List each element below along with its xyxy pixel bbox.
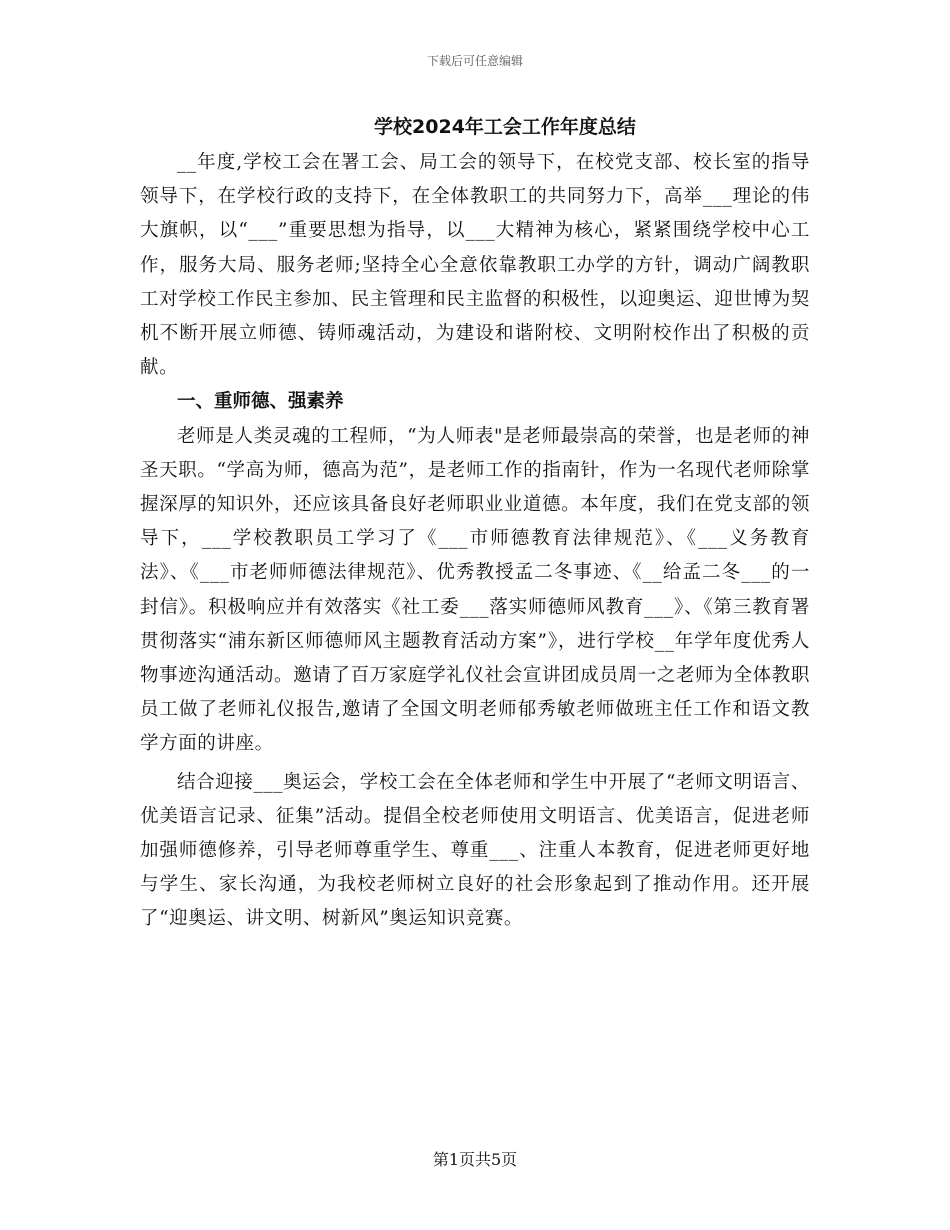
paragraph-olympics: 结合迎接___奥运会，学校工会在全体老师和学生中开展了“老师文明语言、优美语言记录、征集”活动。提倡全校老师使用文明语言、优美语言，促进老师加强师德修养，引导老师尊重学生、尊重___、注重人本教育，促进老师更好地与学生、家长沟通，为我校老师树立良好的社会形象起到了推动作用。还开展了“迎奥运、讲文明、树新风”奥运知识竞赛。: [140, 771, 810, 930]
page-number: 第1页共5页: [432, 1150, 518, 1169]
paragraph-intro: __年度,学校工会在署工会、局工会的领导下，在校党支部、校长室的指导领导下，在学校行政的支持下，在全体教职工的共同努力下，高举___理论的伟大旗帜，以“___”重要思想为指导，以___大精神为核心，紧紧围绕学校中心工作，服务大局、服务老师;坚持全心全意依靠教职工办学的方针，调动广阔教职工对学校工作民主参加、民主管理和民主监督的积极性，以迎奥运、迎世博为契机不断开展立师德、铸师魂活动，为建设和谐附校、文明附校作出了积极的贡献。: [140, 152, 810, 379]
paragraph-teacher-ethics: 老师是人类灵魂的工程师，“为人师表"是老师最崇高的荣誉，也是老师的神圣天职。“学高为师，德高为范”，是老师工作的指南针，作为一名现代老师除掌握深厚的知识外，还应该具备良好老师职业业道德。本年度，我们在党支部的领导下，___学校教职员工学习了《___市师德教育法律规范》、《___义务教育法》、《___市老师师德法律规范》、优秀教授孟二冬事迹、《__给孟二冬___的一封信》。积极响应并有效落实《社工委___落实师德师风教育___》、《第三教育署贯彻落实“浦东新区师德师风主题教育活动方案”》，进行学校__年学年度优秀人物事迹沟通活动。邀请了百万家庭学礼仪社会宣讲团成员周一之老师为全体教职员工做了老师礼仪报告,邀请了全国文明老师郁秀敏老师做班主任工作和语文教学方面的讲座。: [140, 425, 810, 755]
document-title: 学校2024年工会工作年度总结: [374, 116, 636, 138]
document-body: [140, 108, 810, 937]
section-heading: 一、重师德、强素养: [177, 391, 344, 413]
header-note: 下载后可任意编辑: [426, 54, 523, 68]
